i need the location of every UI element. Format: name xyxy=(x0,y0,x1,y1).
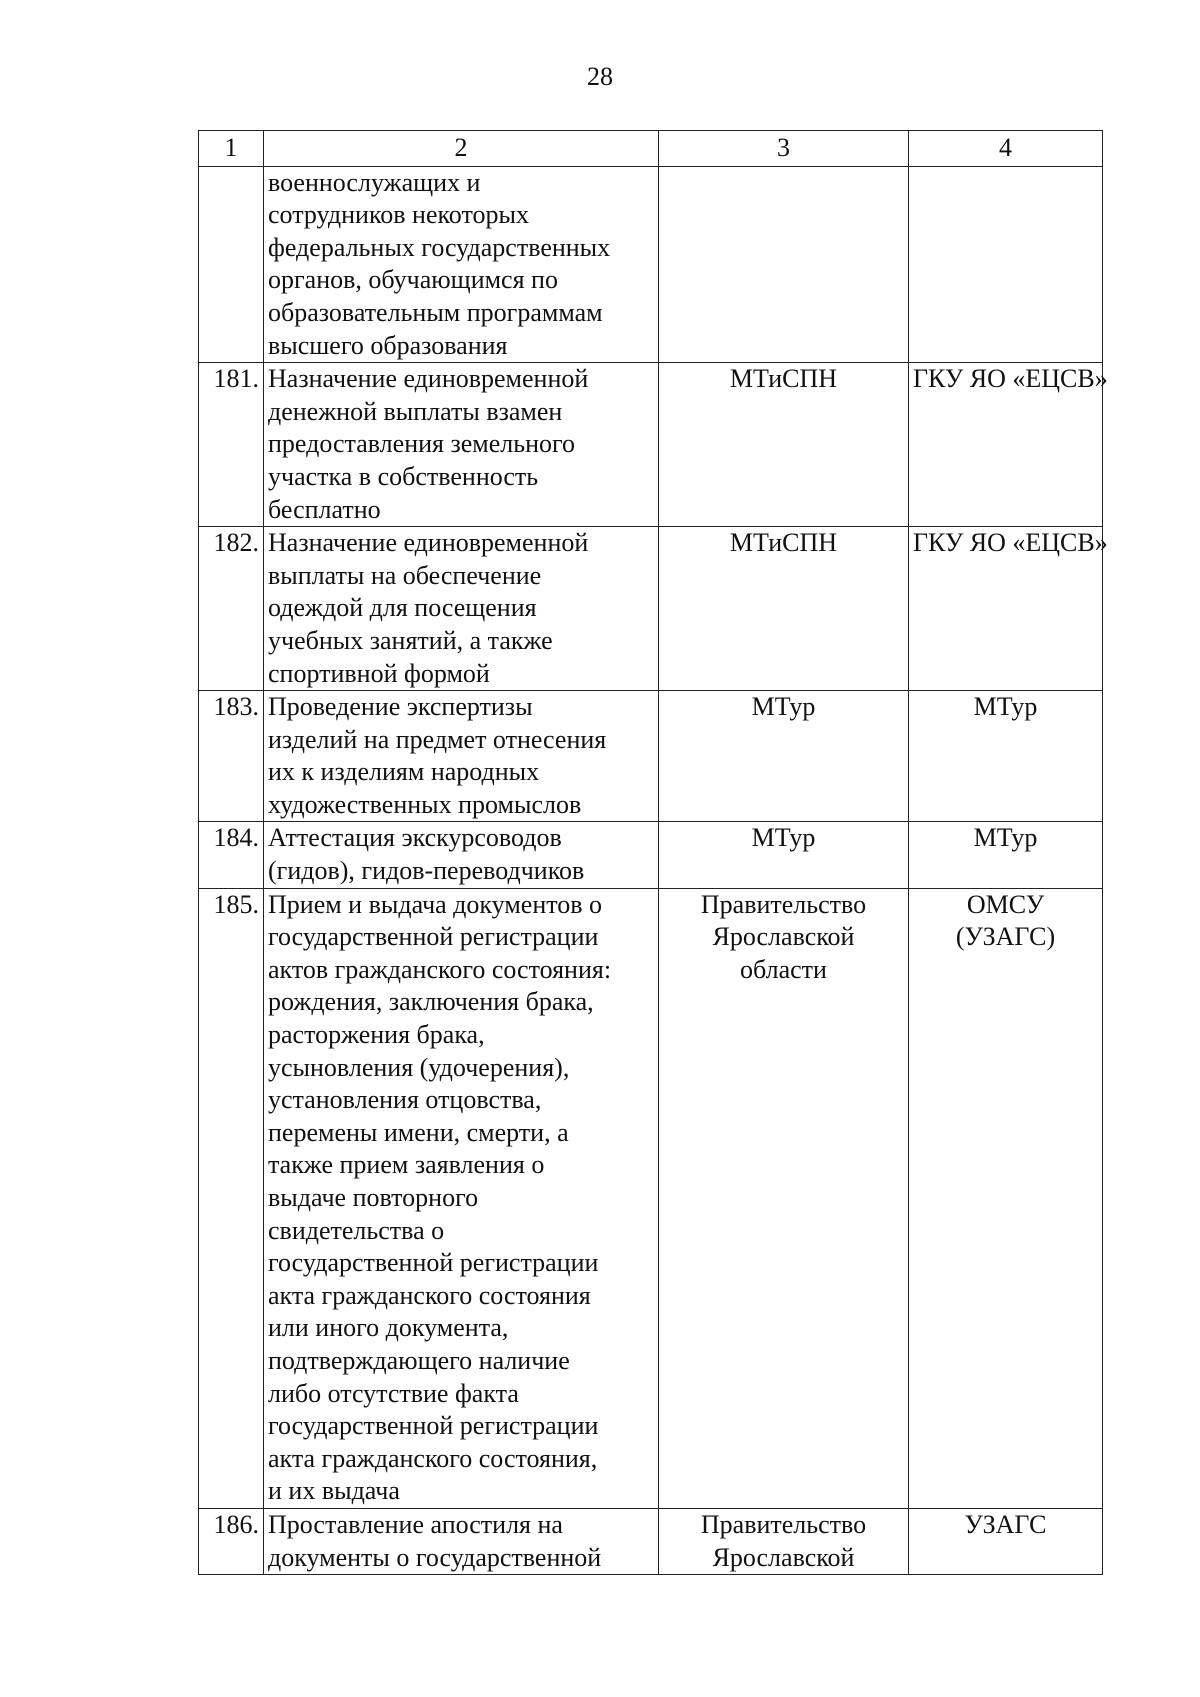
service-description-line: предоставления земельного xyxy=(268,429,576,459)
responsible-authority-line: Правительство xyxy=(700,889,867,919)
responsible-authority xyxy=(659,691,909,822)
service-description-line: государственной регистрации xyxy=(268,1411,599,1441)
service-description-line: одеждой для посещения xyxy=(268,593,537,623)
service-description-line: военнослужащих и xyxy=(268,167,481,197)
service-description xyxy=(264,1508,659,1574)
service-description-line: высшего образования xyxy=(268,330,508,360)
service-description-line: усыновления (удочерения), xyxy=(268,1052,570,1082)
executing-organization-line: ОМСУ xyxy=(966,889,1045,919)
executing-organization xyxy=(909,822,1103,888)
row-number: 183. xyxy=(199,691,264,822)
service-description-line: их к изделиям народных xyxy=(268,757,540,787)
service-description-line: образовательным программам xyxy=(268,297,603,327)
service-description-line: учебных занятий, а также xyxy=(268,625,553,655)
row-number: 184. xyxy=(199,822,264,888)
table-row xyxy=(199,1508,1103,1574)
header-row xyxy=(199,131,1103,167)
service-description-line: органов, обучающимся по xyxy=(268,265,558,295)
service-description-line: перемены имени, смерти, а xyxy=(268,1117,569,1147)
service-description-line: либо отсутствие факта xyxy=(268,1378,519,1408)
service-description xyxy=(264,363,659,527)
header-col-2: 2 xyxy=(264,131,659,167)
page-number: 28 xyxy=(587,62,613,91)
responsible-authority xyxy=(659,822,909,888)
service-description-line: и их выдача xyxy=(268,1476,400,1506)
executing-organization xyxy=(909,527,1108,691)
responsible-authority-line: МТиСПН xyxy=(729,364,838,394)
executing-organization-line: МТур xyxy=(973,692,1038,722)
table-row xyxy=(199,822,1103,888)
row-number xyxy=(199,166,264,363)
table-row xyxy=(199,691,1103,822)
service-description-line: подтверждающего наличие xyxy=(268,1345,570,1375)
executing-organization xyxy=(909,1508,1103,1574)
table-body xyxy=(199,166,1108,1575)
table-row xyxy=(199,888,1103,1508)
executing-organization-line: МТур xyxy=(973,823,1038,853)
responsible-authority xyxy=(659,166,909,363)
executing-organization-line: (УЗАГС) xyxy=(955,922,1056,952)
service-description-line: Проведение экспертизы xyxy=(268,692,533,722)
services-table xyxy=(198,130,1108,1575)
responsible-authority xyxy=(659,888,909,1508)
service-description xyxy=(264,166,659,363)
service-description-line: расторжения брака, xyxy=(268,1020,485,1050)
service-description-line: также прием заявления о xyxy=(268,1150,545,1180)
service-description-line: спортивной формой xyxy=(268,658,490,688)
table-header xyxy=(199,131,1103,167)
service-description-line: выдаче повторного xyxy=(268,1183,479,1212)
service-description-line: свидетельства о xyxy=(268,1215,445,1245)
service-description-line: федеральных государственных xyxy=(268,232,611,262)
service-description-line: Назначение единовременной xyxy=(268,528,589,558)
table-row xyxy=(199,166,1103,363)
service-description-line: Проставление апостиля на xyxy=(268,1509,563,1539)
service-description-line: рождения, заключения брака, xyxy=(268,987,594,1017)
responsible-authority xyxy=(659,363,909,527)
header-col-4: 4 xyxy=(909,131,1103,167)
service-description xyxy=(264,527,659,691)
service-description xyxy=(264,822,659,888)
responsible-authority-line: МТур xyxy=(751,823,816,853)
row-number: 181. xyxy=(199,363,264,527)
row-number: 182. xyxy=(199,527,264,691)
responsible-authority xyxy=(659,1508,909,1574)
service-description xyxy=(264,888,659,1508)
responsible-authority-line: Ярославской xyxy=(712,922,855,952)
executing-organization-line: ГКУ ЯО «ЕЦСВ» xyxy=(913,364,1108,394)
executing-organization xyxy=(909,888,1103,1508)
service-description-line: денежной выплаты взамен xyxy=(268,396,563,426)
service-description-line: государственной регистрации xyxy=(268,922,599,952)
service-description-line: акта гражданского состояния, xyxy=(268,1443,598,1473)
service-description-line: художественных промыслов xyxy=(268,789,582,819)
service-description-line: изделий на предмет отнесения xyxy=(268,724,607,754)
table-row xyxy=(199,527,1103,691)
service-description-line: бесплатно xyxy=(268,494,381,524)
executing-organization-line: УЗАГС xyxy=(964,1509,1047,1539)
service-description xyxy=(264,691,659,822)
responsible-authority-line: МТур xyxy=(751,692,816,722)
service-description-line: или иного документа, xyxy=(268,1313,509,1343)
service-description-line: выплаты на обеспечение xyxy=(268,560,542,590)
service-description-line: Назначение единовременной xyxy=(268,364,589,394)
service-description-line: документы о государственной xyxy=(268,1542,602,1572)
header-col-3: 3 xyxy=(659,131,909,167)
service-description-line: Прием и выдача документов о xyxy=(268,889,603,919)
service-description-line: Аттестация экскурсоводов xyxy=(268,823,562,853)
responsible-authority-line: Ярославской xyxy=(712,1542,855,1572)
executing-organization xyxy=(909,166,1103,363)
service-description-line: установления отцовства, xyxy=(268,1085,542,1115)
table-row xyxy=(199,363,1103,527)
service-description-line: акта гражданского состояния xyxy=(268,1280,591,1310)
service-description-line: актов гражданского состояния: xyxy=(268,954,612,984)
executing-organization-line: ГКУ ЯО «ЕЦСВ» xyxy=(913,528,1108,558)
service-description-line: участка в собственность xyxy=(268,461,539,491)
executing-organization xyxy=(909,691,1103,822)
header-col-1: 1 xyxy=(199,131,264,167)
responsible-authority-line: области xyxy=(740,954,827,984)
service-description-line: сотрудников некоторых xyxy=(268,200,529,230)
row-number: 185. xyxy=(199,888,264,1508)
responsible-authority-line: МТиСПН xyxy=(729,528,838,558)
responsible-authority-line: Правительство xyxy=(700,1509,867,1539)
responsible-authority xyxy=(659,527,909,691)
service-description-line: государственной регистрации xyxy=(268,1248,599,1278)
executing-organization xyxy=(909,363,1108,527)
service-description-line: (гидов), гидов-переводчиков xyxy=(268,856,585,886)
row-number: 186. xyxy=(199,1508,264,1574)
